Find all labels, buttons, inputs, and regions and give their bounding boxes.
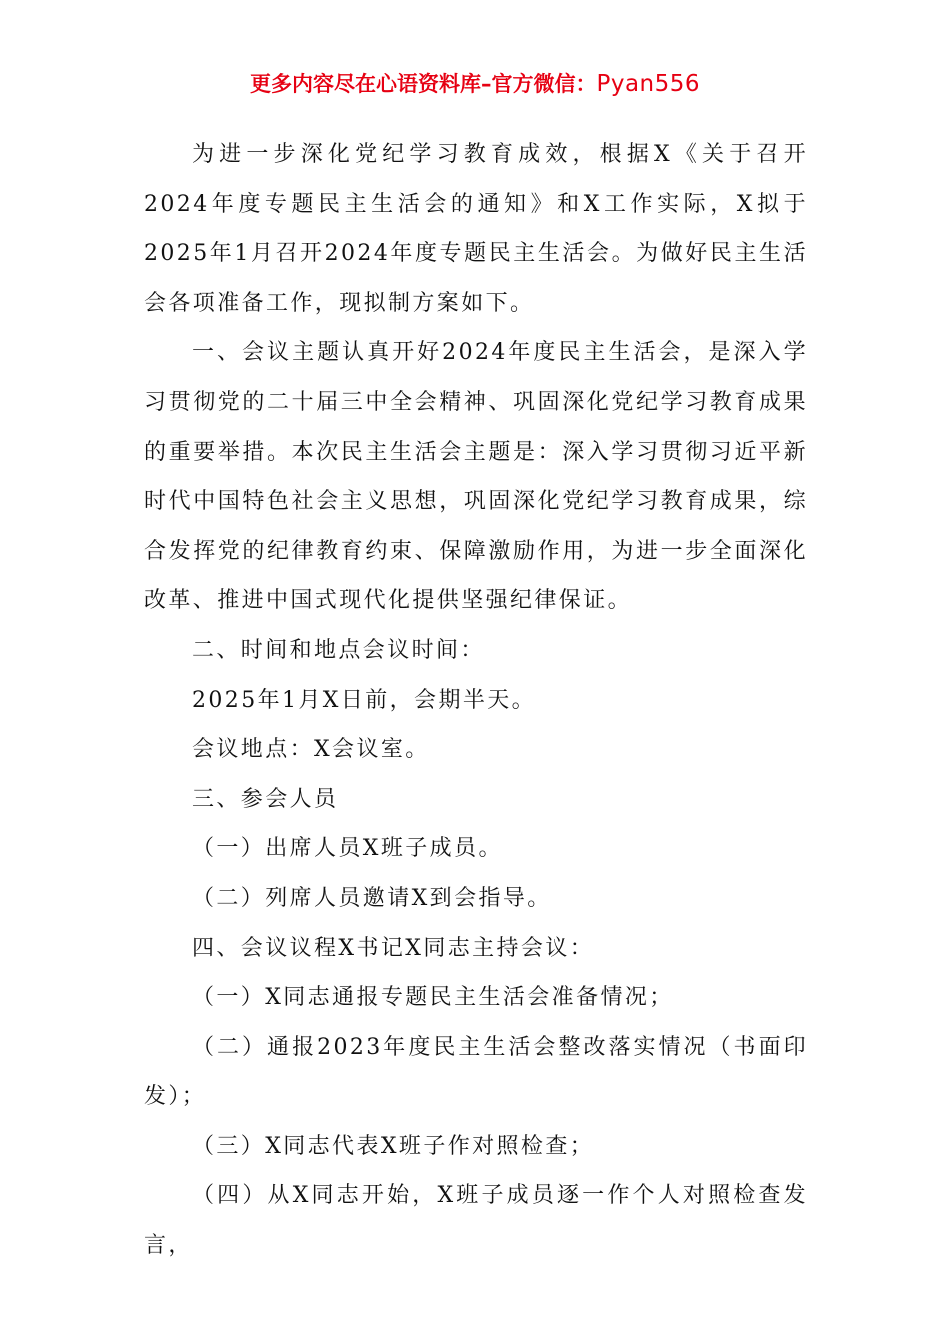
attendees-item-2: （二）列席人员邀请X到会指导。 xyxy=(192,885,552,911)
document-body xyxy=(144,130,808,1271)
section-time-place-heading: 二、时间和地点会议时间： xyxy=(192,637,485,663)
attendees-item-1: （一）出席人员X班子成员。 xyxy=(192,836,503,862)
promo-header-text: 更多内容尽在心语资料库–官方微信： xyxy=(249,72,597,96)
agenda-item-1: （一）X同志通报专题民主生活会准备情况； xyxy=(192,985,674,1011)
agenda-item-2: （二）通报2023年度民主生活会整改落实情况（书面印发）； xyxy=(144,1034,808,1110)
promo-header xyxy=(0,68,950,100)
wechat-id: Pyan556 xyxy=(596,71,701,97)
meeting-place-text: 会议地点：X会议室。 xyxy=(192,737,430,763)
intro-paragraph: 为进一步深化党纪学习教育成效，根据X《关于召开2024年度专题民主生活会的通知》和X工作实际，X拟于2025年1月召开2024年度专题民主生活会。为做好民主生活会各项准备工作，现拟制方案如下。 xyxy=(144,142,808,316)
agenda-item-4: （四）从X同志开始，X班子成员逐一作个人对照检查发言， xyxy=(144,1183,808,1259)
section-agenda-heading: 四、会议议程X书记X同志主持会议： xyxy=(192,935,595,961)
meeting-time-text: 2025年1月X日前，会期半天。 xyxy=(192,687,537,713)
section-theme-paragraph: 一、会议主题认真开好2024年度民主生活会，是深入学习贯彻党的二十届三中全会精神、巩固深化党纪学习教育成果的重要举措。本次民主生活会主题是：深入学习贯彻习近平新时代中国特色社会主义思想，巩固深化党纪学习教育成果，综合发挥党的纪律教育约束、保障激励作用，为进一步全面深化改革、推进中国式现代化提供坚强纪律保证。 xyxy=(144,340,808,614)
section-attendees-heading: 三、参会人员 xyxy=(192,786,339,812)
agenda-item-3: （三）X同志代表X班子作对照检查； xyxy=(192,1133,595,1159)
